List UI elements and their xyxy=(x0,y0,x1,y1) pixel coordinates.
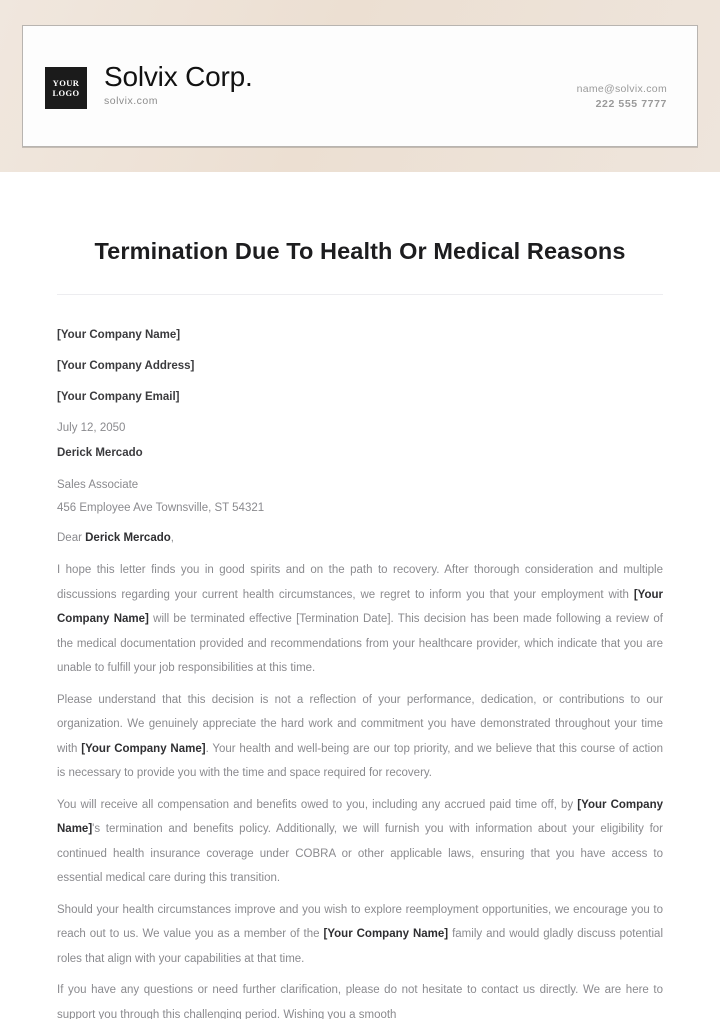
letter-paragraph xyxy=(57,898,663,972)
company-logo xyxy=(45,67,87,109)
company-email: name@solvix.com xyxy=(576,83,667,95)
letterhead-card xyxy=(22,25,698,147)
title-divider xyxy=(57,294,663,295)
paragraph-text: Should your health circumstances improve and you wish to explore reemployment opportunities, we encourage you to reach out to us. We value you as a member of the xyxy=(57,903,663,940)
paragraph-text: If you have any questions or need further clarification, please do not hesitate to contact us directly. We are here to support you through this challenging period. Wishing you a smooth xyxy=(57,984,663,1019)
paragraph-text: . Your health and well-being are our top priority, and we believe that this course of action is necessary to provide you with the time and space required for recovery. xyxy=(57,742,664,779)
letter-paragraph xyxy=(57,793,663,891)
placeholder-token: [Your Company Name] xyxy=(57,588,663,625)
placeholder-token: [Your Company Name] xyxy=(57,798,663,835)
paragraph-text: will be terminated effective [Termination Date]. This decision has been made following a review of the medical documentation provided and recommendations from your healthcare provider, which indicate that you are unable to fulfill your job responsibilities at this time. xyxy=(57,613,663,674)
sender-company-address: [Your Company Address] xyxy=(57,360,195,372)
paragraph-text: 's termination and benefits policy. Additionally, we will furnish you with information about your eligibility for continued health insurance coverage under COBRA or other applicable laws, ensuring that you have access to essential medical care during this transition. xyxy=(57,823,663,884)
brand-text-block xyxy=(104,61,253,108)
letter-paragraph xyxy=(57,558,663,681)
logo-line-2: LOGO xyxy=(52,88,80,98)
sender-company-name: [Your Company Name] xyxy=(57,329,181,341)
company-website: solvix.com xyxy=(104,95,159,107)
recipient-address: 456 Employee Ave Townsville, ST 54321 xyxy=(57,502,265,514)
paragraph-text: family and would gladly discuss potential roles that align with your capabilities at that time. xyxy=(57,928,663,965)
contact-block xyxy=(577,82,667,112)
letter-paragraph xyxy=(57,978,663,1019)
salutation-suffix: , xyxy=(170,532,174,544)
page-title: Termination Due To Health Or Medical Reasons xyxy=(94,238,626,264)
letter-paragraphs xyxy=(57,558,663,1019)
salutation-prefix: Dear xyxy=(57,532,86,544)
letter-body xyxy=(57,327,663,1019)
salutation xyxy=(57,530,663,546)
placeholder-token: [Your Company Name] xyxy=(81,742,206,755)
brand-row xyxy=(45,61,253,109)
placeholder-token: [Your Company Name] xyxy=(323,928,449,940)
company-name: Solvix Corp. xyxy=(104,61,253,92)
logo-line-1: YOUR xyxy=(52,78,80,88)
paragraph-text: Please understand that this decision is not a reflection of your performance, dedication, or contributions to our organization. We genuinely appreciate the hard work and commitment you have demonstrated throughout your time with xyxy=(57,693,663,755)
paragraph-text: I hope this letter finds you in good spirits and on the path to recovery. After thorough consideration and multiple discussions regarding your current health circumstances, we regret to inform you that your employment with xyxy=(57,564,663,601)
recipient-name: Derick Mercado xyxy=(57,447,143,459)
letter-date: July 12, 2050 xyxy=(57,422,126,434)
recipient-role: Sales Associate xyxy=(57,479,139,491)
salutation-name: Derick Mercado xyxy=(85,532,171,544)
paragraph-text: You will receive all compensation and benefits owed to you, including any accrued paid time off, by xyxy=(57,798,578,811)
sender-company-email: [Your Company Email] xyxy=(57,391,180,403)
letterhead-banner xyxy=(0,0,720,172)
company-phone: 222 555 7777 xyxy=(595,98,667,110)
letter-paragraph xyxy=(57,688,663,786)
